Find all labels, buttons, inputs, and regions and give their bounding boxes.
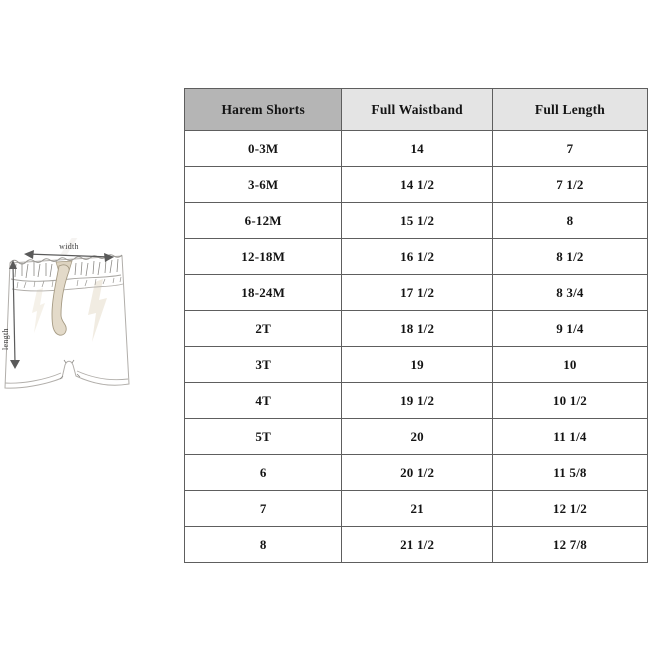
size-cell: 0-3M [185,131,342,167]
size-cell: 3-6M [185,167,342,203]
length-cell: 10 1/2 [492,383,647,419]
length-cell: 8 3/4 [492,275,647,311]
length-label: length [1,328,10,350]
size-cell: 18-24M [185,275,342,311]
table-row [185,131,648,167]
size-cell: 6 [185,455,342,491]
table-row [185,455,648,491]
size-cell: 2T [185,311,342,347]
length-cell: 9 1/4 [492,311,647,347]
length-cell: 11 5/8 [492,455,647,491]
size-cell: 8 [185,527,342,563]
header-row [185,89,648,131]
table-row [185,275,648,311]
length-cell: 8 1/2 [492,239,647,275]
length-cell: 7 [492,131,647,167]
length-cell: 8 [492,203,647,239]
table-row [185,167,648,203]
waistband-cell: 19 [342,347,492,383]
waistband-cell: 21 1/2 [342,527,492,563]
length-cell: 12 1/2 [492,491,647,527]
length-cell: 7 1/2 [492,167,647,203]
column-header-waistband: Full Waistband [342,89,492,131]
waistband-cell: 19 1/2 [342,383,492,419]
waistband-cell: 15 1/2 [342,203,492,239]
length-cell: 11 1/4 [492,419,647,455]
table-row [185,203,648,239]
table-row [185,347,648,383]
column-header-length: Full Length [492,89,647,131]
size-cell: 3T [185,347,342,383]
table-row [185,527,648,563]
shorts-illustration [0,238,142,402]
table-row [185,239,648,275]
waistband-cell: 14 1/2 [342,167,492,203]
waistband-cell: 18 1/2 [342,311,492,347]
width-label: width [59,242,79,251]
size-cell: 6-12M [185,203,342,239]
size-cell: 7 [185,491,342,527]
size-cell: 4T [185,383,342,419]
table-row [185,383,648,419]
column-header-product: Harem Shorts [185,89,342,131]
size-cell: 12-18M [185,239,342,275]
waistband-cell: 20 [342,419,492,455]
waistband-cell: 16 1/2 [342,239,492,275]
length-cell: 10 [492,347,647,383]
length-cell: 12 7/8 [492,527,647,563]
size-cell: 5T [185,419,342,455]
waistband-cell: 21 [342,491,492,527]
waistband-cell: 20 1/2 [342,455,492,491]
waistband-cell: 17 1/2 [342,275,492,311]
table-row [185,419,648,455]
table-row [185,311,648,347]
waistband-cell: 14 [342,131,492,167]
size-chart-table [184,88,648,563]
table-row [185,491,648,527]
